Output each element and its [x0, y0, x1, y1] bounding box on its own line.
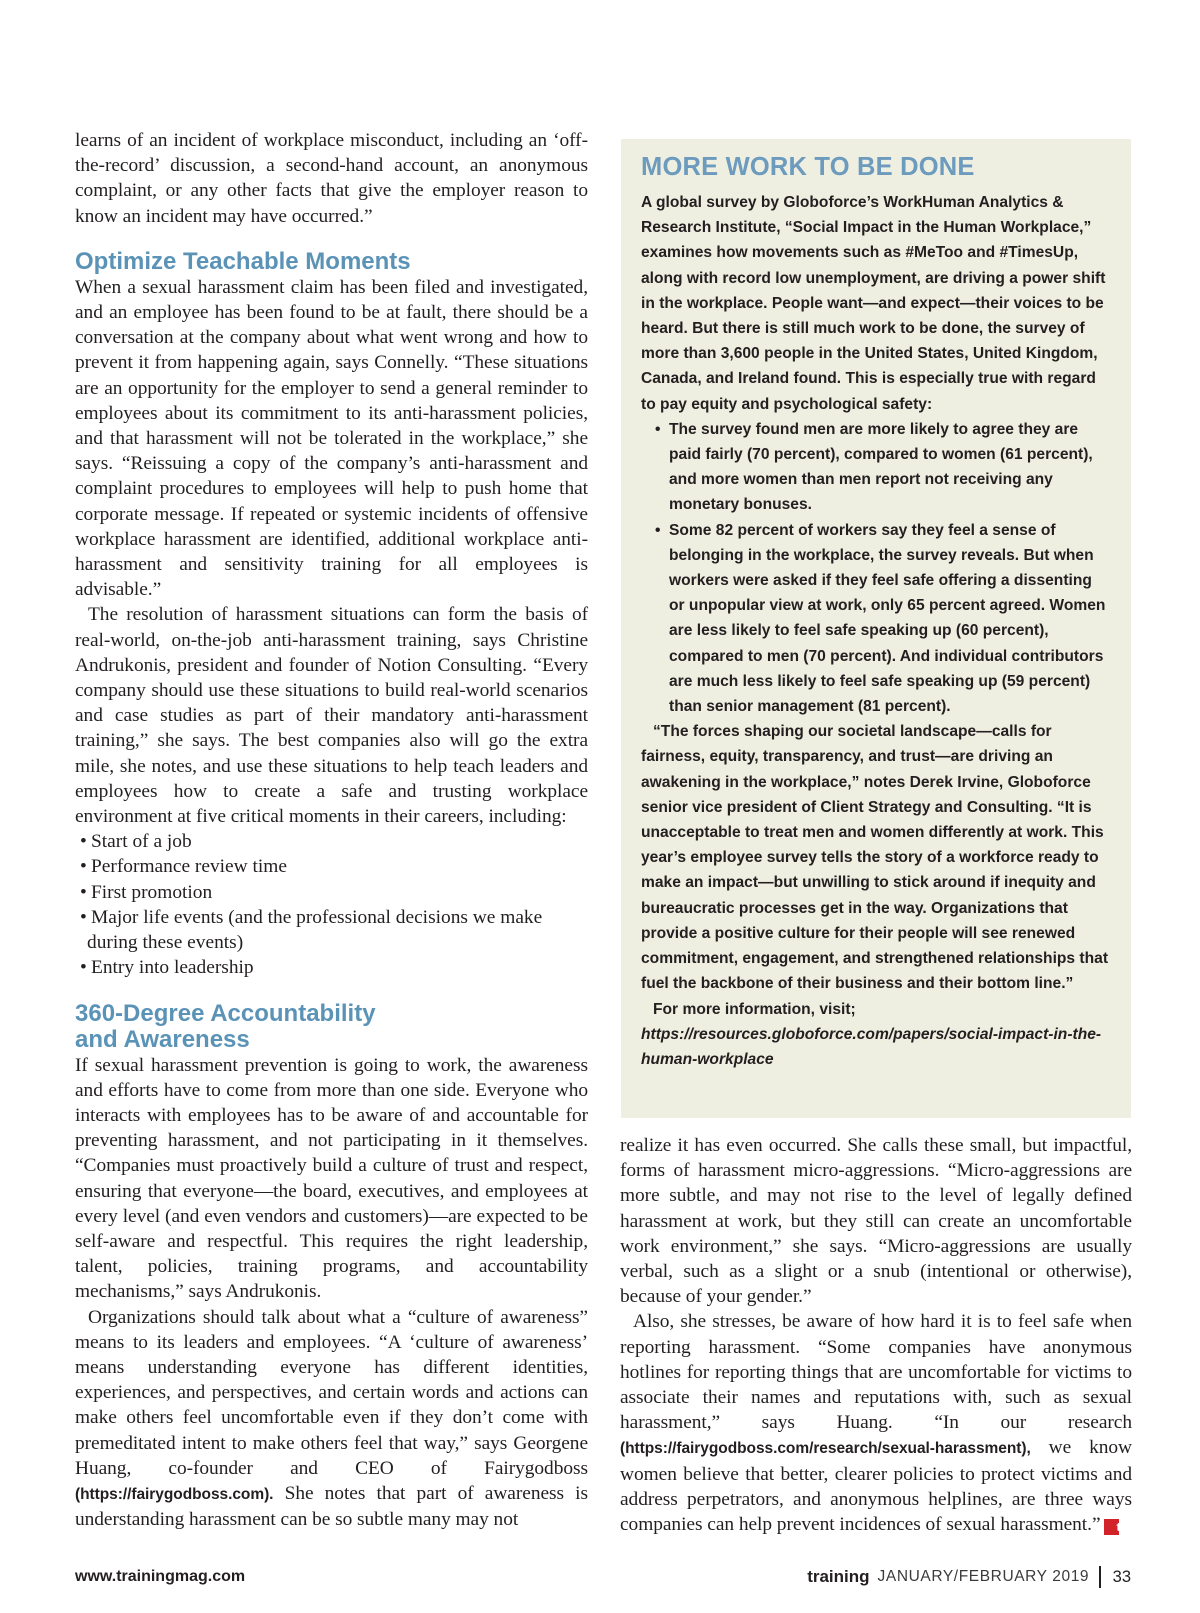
accountability-paragraph-1: If sexual harassment prevention is going to work, the awareness and efforts have to come from more than one side. Everyone who interacts with employees has to be aware of and accountable for preventing harassment, and not participating in it themselves. “Companies must proactively build a culture of trust and respect, ensuring that everyone—the board, executives, and employees at every level (and even vendors and customers)—are expected to be self-aware and respectful. This requires the right leadership, talent, policies, training programs, and accountability mechanisms,” says Andrukonis.: [75, 1054, 588, 1303]
teachable-paragraph-1: When a sexual harassment claim has been filed and investigated, and an employee has been found to be at fault, there should be a conversation at the company about what went wrong and how to prevent it from happening again, says Connelly. “These situations are an opportunity for the employer to send a general reminder to employees about its commitment to its anti-harassment policies, and that harassment will not be tolerated in the workplace,” she says. “Reissuing a copy of the company’s anti-harassment and complaint procedures to employees will help to push home that corporate message. If repeated or systemic incidents of offensive workplace harassment are identified, additional workplace anti-harassment and sensitivity training for all employees is advisable.”: [75, 276, 588, 601]
list-item: • Start of a job: [75, 829, 588, 854]
issue-date: JANUARY/FEBRUARY 2019: [877, 1568, 1090, 1585]
footer-issue-info: [807, 1566, 1131, 1588]
intro-paragraph: learns of an incident of workplace misconduct, including an ‘off-the-record’ discussion, a second-hand account, an anonymous complaint, or any other facts that give the employer reason to know an incident may have occurred.”: [75, 130, 588, 227]
bullet-icon: •: [80, 856, 87, 878]
bullet-icon: •: [80, 957, 87, 979]
globoforce-link[interactable]: https://resources.globoforce.com/papers/social-impact-in-the-human-workplace: [641, 1025, 1102, 1068]
end-mark-icon: t: [1104, 1519, 1119, 1535]
sidebar-box: [621, 139, 1131, 1118]
bullet-icon: •: [655, 521, 661, 539]
sidebar-more-info: For more information, visit; https://resources.globoforce.com/papers/social-impact-in-the-human-workplace: [641, 1000, 1102, 1068]
list-item: • Entry into leadership: [75, 955, 588, 980]
teachable-paragraph-2: The resolution of harassment situations can form the basis of real-world, on-the-job anti-harassment training, says Christine Andrukonis, president and founder of Notion Consulting. “Every company should use these situations to build real-world scenarios and case studies as part of their mandatory anti-harassment training,” she says. The best companies also will go the extra mile, she notes, and use these situations to help teach leaders and employees how to create a safe and trusting workplace environment at five critical moments in their careers, including:: [75, 604, 588, 828]
list-item: • First promotion: [75, 880, 588, 905]
right-column: [620, 1133, 1132, 1537]
footer-divider: [1099, 1566, 1101, 1588]
footer-website[interactable]: www.trainingmag.com: [75, 1568, 246, 1585]
left-column: [75, 128, 588, 1532]
sidebar-quote: “The forces shaping our societal landscape—calls for fairness, equity, transparency, and trust—are driving an awakening in the workplace,” notes Derek Irvine, Globoforce senior vice president of Client Strategy and Consulting. “It is unacceptable to treat men and women differently at work. This year’s employee survey tells the story of a workforce ready to make an impact—but unwilling to stick around if inequity and bureaucratic processes get in the way. Organizations that provide a positive culture for their people will see renewed commitment, engagement, and strengthened relationships that fuel the backbone of their business and their bottom line.”: [641, 723, 1109, 993]
critical-moments-list: [75, 829, 588, 980]
accountability-paragraph-2: Organizations should talk about what a “culture of awareness” means to its leaders and employees. “A ‘culture of awareness’ means understanding everyone has different identities, experiences, and perspectives, and certain words and actions can make others feel uncomfortable even if they don’t come with premeditated intent to make others feel that way,” says Georgene Huang, co-founder and CEO of Fairygodboss (https://fairygodboss.com). She notes that part of awareness is understanding harassment can be so subtle many may not: [75, 1306, 588, 1531]
list-item: • Major life events (and the professional decisions we make during these events): [80, 906, 543, 954]
page-number: 33: [1112, 1567, 1131, 1586]
sidebar-title: MORE WORK TO BE DONE: [641, 153, 975, 181]
heading-accountability: 360-Degree Accountability and Awareness: [75, 999, 376, 1053]
research-link[interactable]: (https://fairygodboss.com/research/sexual-harassment),: [620, 1440, 1031, 1458]
reporting-paragraph: Also, she stresses, be aware of how hard it is to feel safe when reporting harassment. “Some companies have anonymous hotlines for reporting things that are uncomfortable for victims to associate their names and reputations with, such as sexual harassment,” says Huang. “In our research (https://fairygodboss.com/research/sexual-harassment), we know women believe that better, clearer policies to protect victims and address perpetrators, and anonymous helplines, are three ways companies can help prevent incidences of sexual harassment.” t: [620, 1311, 1132, 1536]
bullet-icon: •: [80, 881, 87, 903]
sidebar-intro: A global survey by Globoforce’s WorkHuman Analytics & Research Institute, “Social Impact in the Human Workplace,” examines how movements such as #MeToo and #TimesUp, along with record low unemployment, are driving a power shift in the workplace. People want—and expect—their voices to be heard. But there is still much work to be done, the survey of more than 3,600 people in the United States, United Kingdom, Canada, and Ireland found. This is especially true with regard to pay equity and psychological safety:: [641, 194, 1106, 413]
heading-teachable-moments: Optimize Teachable Moments: [75, 247, 411, 275]
list-item: • Performance review time: [75, 854, 588, 879]
fairygodboss-link[interactable]: (https://fairygodboss.com).: [75, 1485, 274, 1503]
list-item: • The survey found men are more likely to agree they are paid fairly (70 percent), compared to women (61 percent), and more women than men report not receiving any monetary bonuses.: [655, 417, 1111, 518]
bullet-icon: •: [80, 906, 87, 928]
sidebar-bullet-list: [641, 417, 1111, 719]
micro-aggressions-paragraph: realize it has even occurred. She calls these small, but impactful, forms of harassment micro-aggressions. “Micro-aggressions are more subtle, and may not rise to the level of legally defined harassment at work, but they still can create an uncomfortable work environment,” she says. “Micro-aggressions are usually verbal, such as a slight or a snub (intentional or otherwise), because of your gender.”: [620, 1135, 1132, 1308]
list-item: • Some 82 percent of workers say they feel a sense of belonging in the workplace, the survey reveals. But when workers were asked if they feel safe offering a dissenting or unpopular view at work, only 65 percent agreed. Women are less likely to feel safe speaking up (60 percent), compared to men (70 percent). And individual contributors are much less likely to feel safe speaking up (59 percent) than senior management (81 percent).: [655, 518, 1111, 720]
magazine-name: training: [807, 1567, 870, 1586]
bullet-icon: •: [655, 420, 661, 438]
bullet-icon: •: [80, 831, 87, 853]
